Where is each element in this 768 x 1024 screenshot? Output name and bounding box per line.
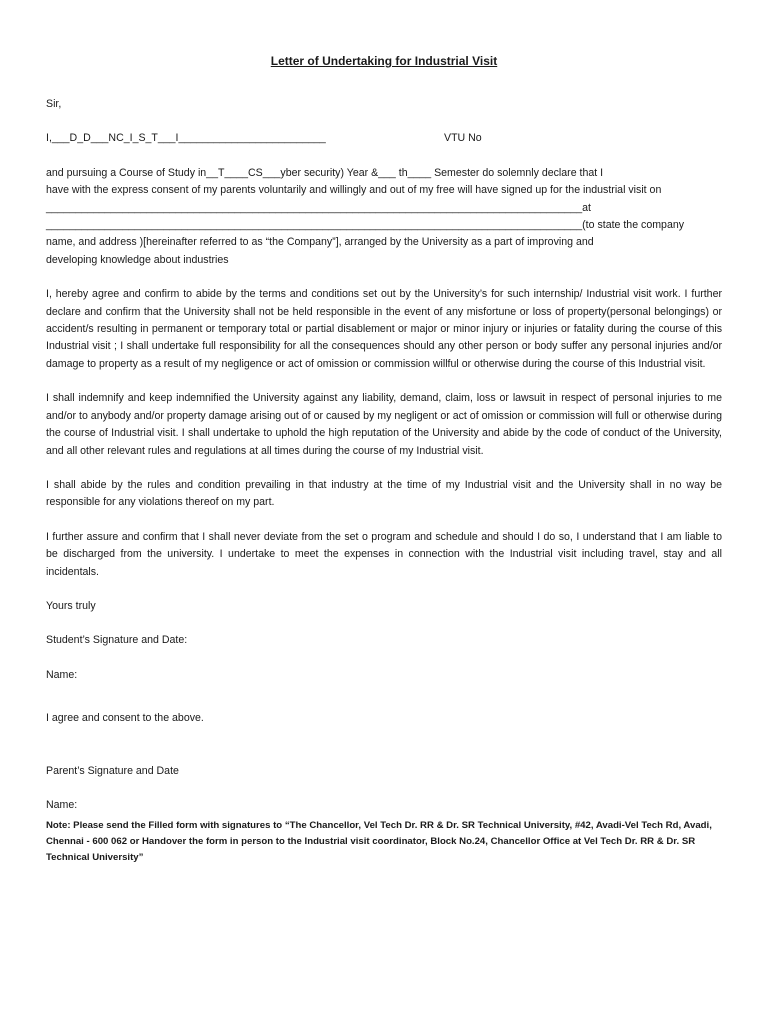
- salutation: Sir,: [46, 98, 62, 110]
- parent-signature-label: Parent’s Signature and Date: [46, 764, 179, 777]
- declaration-line: developing knowledge about industries: [46, 253, 229, 266]
- declaration-block: [46, 165, 722, 269]
- letter-page: [46, 54, 722, 875]
- declaration-line: have with the express consent of my parents voluntarily and willingly and out of my free will have signed up for the industrial visit on: [46, 184, 662, 197]
- name-vtu-line: [46, 130, 722, 147]
- assurance-paragraph: I further assure and confirm that I shall never deviate from the set o program and schedule and should I do so, I understand that I am liable to be discharged from the university. I undertake to meet the expenses in connection with the Industrial visit including travel, stay and all incidentals.: [46, 530, 722, 578]
- declaration-line: name, and address )[hereinafter referred to as “the Company”], arranged by the University as a part of improving and: [46, 236, 594, 249]
- parent-name-label: Name:: [46, 798, 78, 811]
- declaration-line: ___________________________________________________________________________________________(to state the company: [46, 219, 685, 232]
- consent-line: I agree and consent to the above.: [46, 712, 204, 725]
- student-signature-label: Student’s Signature and Date:: [46, 634, 188, 647]
- rules-paragraph: I shall abide by the rules and condition prevailing in that industry at the time of my Industrial visit and the University shall in no way be responsible for any violations thereof on my part.: [46, 478, 722, 509]
- student-name-label: Name:: [46, 668, 78, 681]
- letter-title: Letter of Undertaking for Industrial Visit: [270, 54, 498, 68]
- submission-note: Note: Please send the Filled form with signatures to “The Chancellor, Vel Tech Dr. RR & Dr. SR Technical University, #42, Avadi-Vel Tech Rd, Avadi, Chennai - 600 062 or Handover the form in person to the Industrial visit coordinator, Block No.24, Chancellor Office at Vel Tech Dr. RR & Dr. SR Technical University”: [46, 820, 712, 863]
- vtu-number-label: VTU No: [444, 132, 482, 145]
- terms-paragraph: I, hereby agree and confirm to abide by the terms and conditions set out by the University’s for such internship/ Industrial visit work. I further declare and confirm that the University shall not be held responsible in the event of any misfortune or loss of property(personal belongings) or accident/s resulting in permanent or temporary total or partial disablement or major or minor injury or injuries or fatality during the course of this Industrial visit ; I shall undertake full responsibility for all the consequences should any other person or body suffer any personal injuries and/or damage to property as a result of my negligence or act of omission or commission willful or otherwise during the course of this Industrial visit.: [46, 288, 722, 370]
- closing: Yours truly: [46, 599, 96, 612]
- declaration-line: and pursuing a Course of Study in__T____CS___yber security) Year &___ th____ Semester do solemnly declare that I: [46, 166, 604, 179]
- declaration-line: ___________________________________________________________________________________________at: [46, 201, 591, 214]
- indemnity-paragraph: I shall indemnify and keep indemnified the University against any liability, demand, claim, loss or lawsuit in respect of personal injuries to me and/or to anybody and/or property damage arising out of or caused by my negligent or act of omission or commission will full or otherwise during the course of Industrial visit. I shall undertake to uphold the high reputation of the University and abide by the code of conduct of the University, and all other relevant rules and regulations at all times during the course of my Industrial visit.: [46, 392, 722, 457]
- student-name-field: I,___D_D___NC_I_S_T___I_________________________: [46, 132, 326, 145]
